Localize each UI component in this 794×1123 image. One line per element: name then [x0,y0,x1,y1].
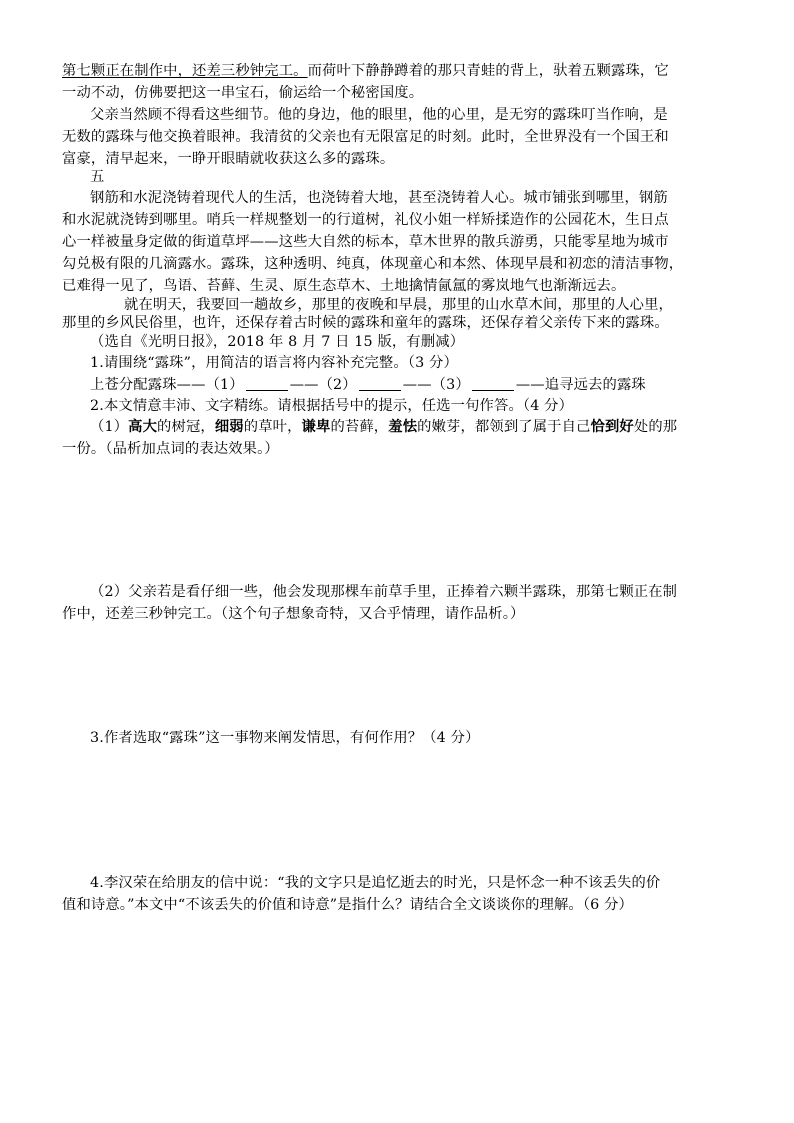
answer-blank-2[interactable] [359,376,401,391]
source-citation: （选自《光明日报》，2018 年 8 月 7 日 15 版，有删减） [90,334,465,350]
question-1-stem: 1.请围绕“露珠”，用简洁的语言将内容补充完整。（3 分） [90,355,458,371]
paragraph-3-line-4: 勾兑极有限的几滴露水。露珠，这种透明、纯真，体现童心和本然、体现早晨和初恋的清洁事物， [62,256,684,272]
answer-blank-3[interactable] [472,376,514,391]
section-number: 五 [90,169,105,185]
question-3-stem: 3.作者选取“露珠”这一事物来阐发情思，有何作用？（4 分） [90,730,480,746]
emphasized-word: 细弱 [214,419,244,435]
emphasized-word: 谦卑 [301,419,331,435]
underlined-sentence: 第七颗正在制作中，还差三秒钟完工。 [62,63,308,79]
question-2-stem: 2.本文情意丰沛、文字精练。请根据括号中的提示，任选一句作答。（4 分） [90,398,574,414]
question-4-line-1: 4.李汉荣在给朋友的信中说：“我的文字只是追忆逝去的时光，只是怀念一种不该丢失的价 [90,875,661,891]
emphasized-word: 羞怯 [388,419,418,435]
paragraph-2-line-3: 富豪，清早起来，一睁开眼睛就收获这么多的露珠。 [62,151,395,167]
paragraph-3-line-1: 钢筋和水泥浇铸着现代人的生活，也浇铸着大地，甚至浇铸着人心。城市铺张到哪里，钢筋 [90,190,668,206]
paragraph-2-line-1: 父亲当然顾不得看这些细节。他的身边，他的眼里，他的心里，是无穷的露珠叮当作响，是 [90,107,668,123]
question-2-sentence-1-line-1: （1）高大的树冠，细弱的草叶，谦卑的苔藓，羞怯的嫩芽，都领到了属于自己恰到好处的那 [90,419,678,435]
question-2-sentence-2-line-2: 作中，还差三秒钟完工。（这个句子想象奇特，又合乎情理，请作品析。） [62,606,525,622]
paragraph-3-line-5: 已难得一见了，鸟语、苔藓、生灵、原生态草木、土地擒情氤氲的雾岚地气也渐渐远去。 [62,278,626,294]
paragraph-1-line-2: 一动不动，仿佛要把这一串宝石，偷运给一个秘密国度。 [62,85,424,101]
answer-blank-1[interactable] [246,376,288,391]
paragraph-4-line-1: 就在明天，我要回一趟故乡，那里的夜晚和早晨，那里的山水草木间，那里的人心里， [124,297,673,313]
paragraph-4-line-2: 那里的乡风民俗里，也许，还保存着古时候的露珠和童年的露珠，还保存着父亲传下来的露珠。 [62,315,669,331]
paragraph-3-line-2: 和水泥就浇铸到哪里。哨兵一样规整划一的行道树，礼仪小姐一样矫揉造作的公园花木，生日点 [62,212,669,228]
emphasized-word: 恰到好 [590,419,634,435]
question-2-sentence-2-line-1: （2）父亲若是看仔细一些，他会发现那棵车前草手里，正捧着六颗半露珠，那第七颗正在制 [90,584,678,600]
question-2-sentence-1-line-2: 一份。（品析加点词的表达效果。） [62,441,279,457]
emphasized-word: 高大 [128,419,158,435]
paragraph-2-line-2: 无数的露珠与他交换着眼神。我清贫的父亲也有无限富足的时刻。此时，全世界没有一个国王和 [62,129,669,145]
paragraph-3-line-3: 心一样被量身定做的街道草坪——这些大自然的标本，草木世界的散兵游勇，只能零星地为城市 [62,234,669,250]
question-4-line-2: 值和诗意。”本文中“不该丢失的价值和诗意”是指什么？请结合全文谈谈你的理解。（6 分） [62,897,633,913]
paragraph-1-line-1: 第七颗正在制作中，还差三秒钟完工。而荷叶下静静蹲着的那只青蛙的背上，驮着五颗露珠，它 [62,63,669,79]
question-1-answer-line: 上苍分配露珠——（1） ——（2） ——（3） ——追寻远去的露珠 [90,377,646,393]
